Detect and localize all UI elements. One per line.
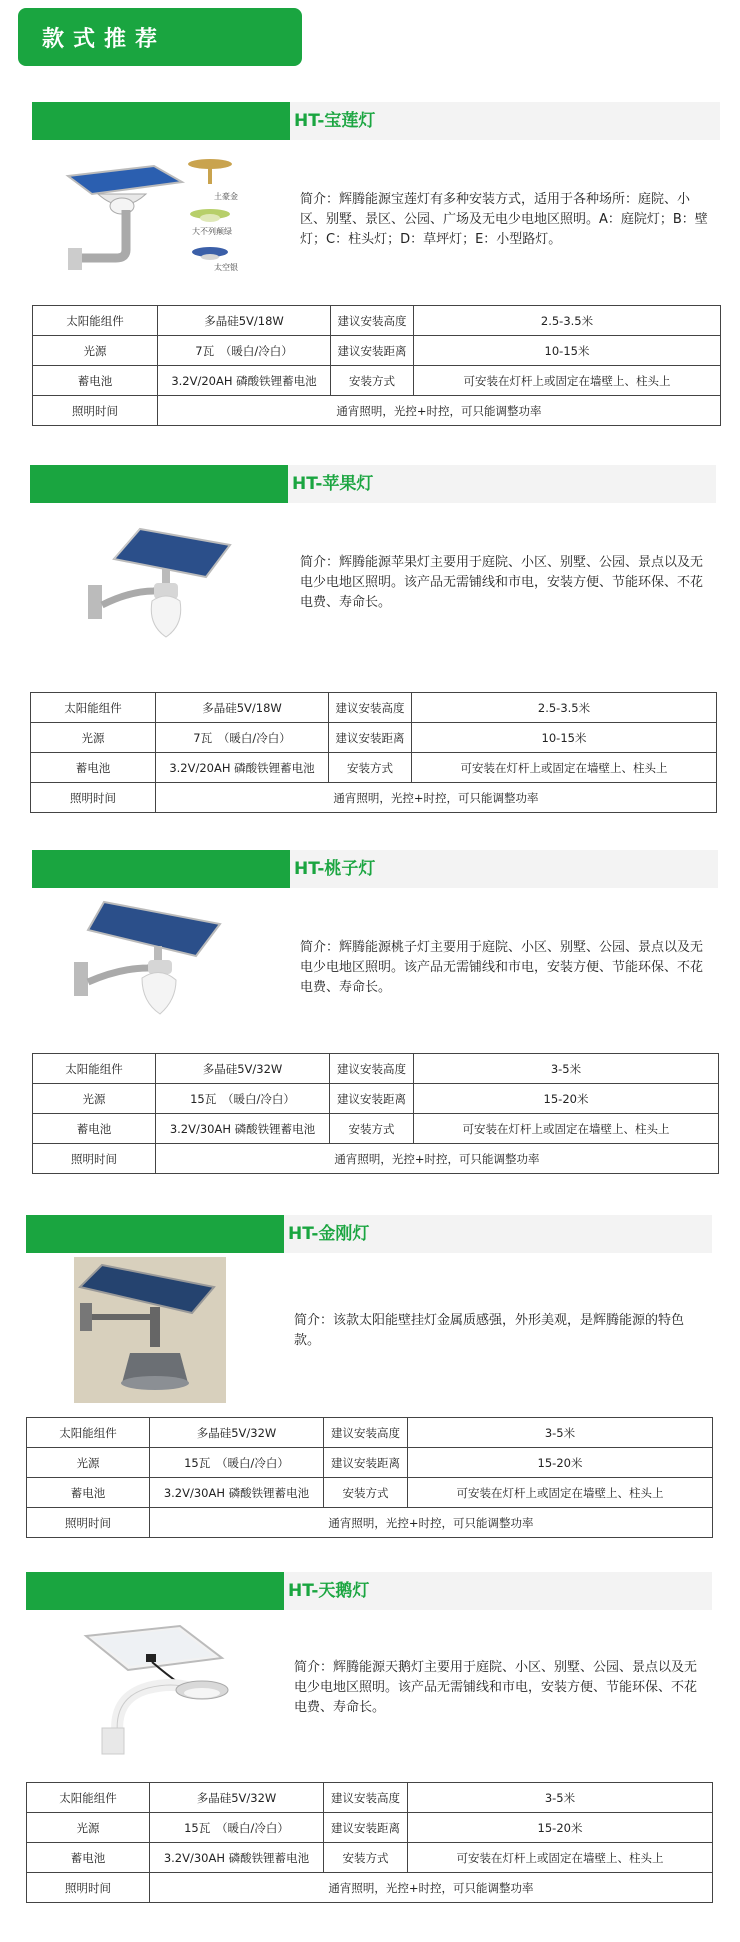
spec-value: 2.5-3.5米 bbox=[414, 306, 721, 336]
spec-value: 3.2V/20AH 磷酸铁锂蓄电池 bbox=[156, 753, 329, 783]
product-image-apple-lamp bbox=[80, 525, 260, 645]
product-image-peach-lamp bbox=[70, 898, 250, 1022]
table-row bbox=[33, 396, 721, 426]
spec-label: 安装方式 bbox=[330, 1114, 414, 1144]
spec-label: 蓄电池 bbox=[31, 753, 156, 783]
section-title: 款式推荐 bbox=[18, 8, 302, 66]
spec-label: 建议安装高度 bbox=[329, 693, 412, 723]
spec-value: 多晶硅5V/18W bbox=[158, 306, 331, 336]
table-row bbox=[27, 1418, 713, 1448]
header-accent bbox=[32, 850, 290, 888]
product-image-lotus-lamp bbox=[62, 154, 262, 284]
product-title: HT-宝莲灯 bbox=[294, 111, 376, 131]
table-row bbox=[31, 693, 717, 723]
spec-table bbox=[32, 305, 721, 426]
product-intro: 简介：辉腾能源天鹅灯主要用于庭院、小区、别墅、公园、景点以及无电少电地区照明。该产品无需铺线和市电，安装方便、节能环保、不花电费、寿命长。 bbox=[294, 1660, 698, 1715]
spec-label: 安装方式 bbox=[324, 1843, 408, 1873]
product-image-diamond-lamp bbox=[74, 1257, 226, 1403]
product-section bbox=[32, 850, 718, 1180]
spec-value: 可安装在灯杆上或固定在墙壁上、柱头上 bbox=[412, 753, 717, 783]
spec-label: 建议安装距离 bbox=[324, 1448, 408, 1478]
spec-value: 多晶硅5V/32W bbox=[156, 1054, 330, 1084]
spec-value: 3-5米 bbox=[408, 1783, 713, 1813]
table-row bbox=[27, 1448, 713, 1478]
spec-value: 10-15米 bbox=[414, 336, 721, 366]
spec-value: 多晶硅5V/32W bbox=[150, 1418, 324, 1448]
table-row bbox=[27, 1478, 713, 1508]
spec-label: 建议安装高度 bbox=[324, 1418, 408, 1448]
color-label-silver: 太空银 bbox=[214, 263, 238, 272]
spec-value: 多晶硅5V/18W bbox=[156, 693, 329, 723]
product-title: HT-天鹅灯 bbox=[288, 1581, 370, 1601]
spec-value: 7瓦 （暖白/冷白） bbox=[158, 336, 331, 366]
spec-table bbox=[32, 1053, 719, 1174]
spec-label: 安装方式 bbox=[329, 753, 412, 783]
spec-value: 15-20米 bbox=[408, 1448, 713, 1478]
product-image-swan-lamp bbox=[62, 1618, 252, 1758]
table-row bbox=[33, 1144, 719, 1174]
spec-value: 15瓦 （暖白/冷白） bbox=[156, 1084, 330, 1114]
table-row bbox=[33, 1114, 719, 1144]
product-section bbox=[26, 1215, 712, 1545]
spec-label: 安装方式 bbox=[331, 366, 414, 396]
table-row bbox=[31, 753, 717, 783]
spec-table bbox=[26, 1782, 713, 1903]
spec-label: 照明时间 bbox=[33, 1144, 156, 1174]
table-row bbox=[27, 1783, 713, 1813]
spec-label: 光源 bbox=[31, 723, 156, 753]
spec-label: 建议安装距离 bbox=[331, 336, 414, 366]
spec-value: 15瓦 （暖白/冷白） bbox=[150, 1813, 324, 1843]
spec-label: 建议安装距离 bbox=[330, 1084, 414, 1114]
header-accent bbox=[30, 465, 288, 503]
spec-label: 光源 bbox=[27, 1448, 150, 1478]
spec-label: 光源 bbox=[27, 1813, 150, 1843]
spec-label: 蓄电池 bbox=[27, 1843, 150, 1873]
spec-value: 3-5米 bbox=[414, 1054, 719, 1084]
spec-value: 7瓦 （暖白/冷白） bbox=[156, 723, 329, 753]
spec-value: 通宵照明，光控+时控，可只能调整功率 bbox=[156, 1144, 719, 1174]
spec-label: 光源 bbox=[33, 1084, 156, 1114]
product-section bbox=[26, 1572, 712, 1932]
spec-label: 照明时间 bbox=[31, 783, 156, 813]
table-row bbox=[33, 366, 721, 396]
spec-label: 光源 bbox=[33, 336, 158, 366]
spec-label: 照明时间 bbox=[27, 1508, 150, 1538]
spec-table bbox=[26, 1417, 713, 1538]
spec-value: 15-20米 bbox=[408, 1813, 713, 1843]
table-row bbox=[27, 1508, 713, 1538]
spec-label: 蓄电池 bbox=[27, 1478, 150, 1508]
product-section bbox=[32, 102, 720, 432]
spec-label: 蓄电池 bbox=[33, 1114, 156, 1144]
table-row bbox=[33, 1084, 719, 1114]
spec-label: 照明时间 bbox=[27, 1873, 150, 1903]
table-row bbox=[33, 1054, 719, 1084]
spec-label: 太阳能组件 bbox=[31, 693, 156, 723]
product-title: HT-金刚灯 bbox=[288, 1224, 370, 1244]
spec-label: 安装方式 bbox=[324, 1478, 408, 1508]
spec-value: 3.2V/30AH 磷酸铁锂蓄电池 bbox=[150, 1478, 324, 1508]
spec-table bbox=[30, 692, 717, 813]
product-section bbox=[30, 465, 716, 817]
product-intro: 简介：辉腾能源桃子灯主要用于庭院、小区、别墅、公园、景点以及无电少电地区照明。该产品无需铺线和市电，安装方便、节能环保、不花电费、寿命长。 bbox=[300, 940, 704, 995]
spec-value: 15瓦 （暖白/冷白） bbox=[150, 1448, 324, 1478]
spec-label: 建议安装高度 bbox=[330, 1054, 414, 1084]
spec-label: 建议安装距离 bbox=[324, 1813, 408, 1843]
spec-label: 太阳能组件 bbox=[27, 1783, 150, 1813]
spec-value: 通宵照明，光控+时控，可只能调整功率 bbox=[158, 396, 721, 426]
spec-value: 3.2V/20AH 磷酸铁锂蓄电池 bbox=[158, 366, 331, 396]
spec-value: 通宵照明，光控+时控，可只能调整功率 bbox=[150, 1508, 713, 1538]
color-label-green: 大不列颠绿 bbox=[192, 227, 232, 236]
spec-label: 太阳能组件 bbox=[33, 1054, 156, 1084]
spec-value: 可安装在灯杆上或固定在墙壁上、柱头上 bbox=[414, 366, 721, 396]
product-intro: 简介：该款太阳能壁挂灯金属质感强，外形美观，是辉腾能源的特色款。 bbox=[294, 1313, 685, 1348]
table-row bbox=[33, 306, 721, 336]
spec-label: 建议安装高度 bbox=[324, 1783, 408, 1813]
spec-value: 3.2V/30AH 磷酸铁锂蓄电池 bbox=[150, 1843, 324, 1873]
table-row bbox=[33, 336, 721, 366]
spec-value: 10-15米 bbox=[412, 723, 717, 753]
table-row bbox=[27, 1813, 713, 1843]
color-label-gold: 土豪金 bbox=[214, 192, 238, 201]
spec-value: 通宵照明，光控+时控，可只能调整功率 bbox=[150, 1873, 713, 1903]
header-accent bbox=[26, 1572, 284, 1610]
spec-value: 可安装在灯杆上或固定在墙壁上、柱头上 bbox=[414, 1114, 719, 1144]
product-intro: 简介：辉腾能源苹果灯主要用于庭院、小区、别墅、公园、景点以及无电少电地区照明。该产品无需铺线和市电，安装方便、节能环保、不花电费、寿命长。 bbox=[300, 555, 704, 610]
spec-label: 蓄电池 bbox=[33, 366, 158, 396]
spec-value: 可安装在灯杆上或固定在墙壁上、柱头上 bbox=[408, 1478, 713, 1508]
spec-label: 照明时间 bbox=[33, 396, 158, 426]
header-accent bbox=[26, 1215, 284, 1253]
product-title: HT-苹果灯 bbox=[292, 474, 374, 494]
spec-label: 太阳能组件 bbox=[27, 1418, 150, 1448]
spec-value: 多晶硅5V/32W bbox=[150, 1783, 324, 1813]
header-accent bbox=[32, 102, 290, 140]
product-intro: 简介：辉腾能源宝莲灯有多种安装方式，适用于各种场所：庭院、小区、别墅、景区、公园、广场及无电少电地区照明。A：庭院灯；B：壁灯；C：柱头灯；D：草坪灯；E：小型路灯。 bbox=[300, 192, 708, 247]
spec-label: 建议安装距离 bbox=[329, 723, 412, 753]
spec-label: 建议安装高度 bbox=[331, 306, 414, 336]
spec-value: 通宵照明，光控+时控，可只能调整功率 bbox=[156, 783, 717, 813]
product-title: HT-桃子灯 bbox=[294, 859, 376, 879]
spec-value: 3-5米 bbox=[408, 1418, 713, 1448]
spec-value: 可安装在灯杆上或固定在墙壁上、柱头上 bbox=[408, 1843, 713, 1873]
table-row bbox=[27, 1843, 713, 1873]
spec-value: 3.2V/30AH 磷酸铁锂蓄电池 bbox=[156, 1114, 330, 1144]
spec-value: 2.5-3.5米 bbox=[412, 693, 717, 723]
table-row bbox=[27, 1873, 713, 1903]
spec-value: 15-20米 bbox=[414, 1084, 719, 1114]
spec-label: 太阳能组件 bbox=[33, 306, 158, 336]
table-row bbox=[31, 723, 717, 753]
table-row bbox=[31, 783, 717, 813]
